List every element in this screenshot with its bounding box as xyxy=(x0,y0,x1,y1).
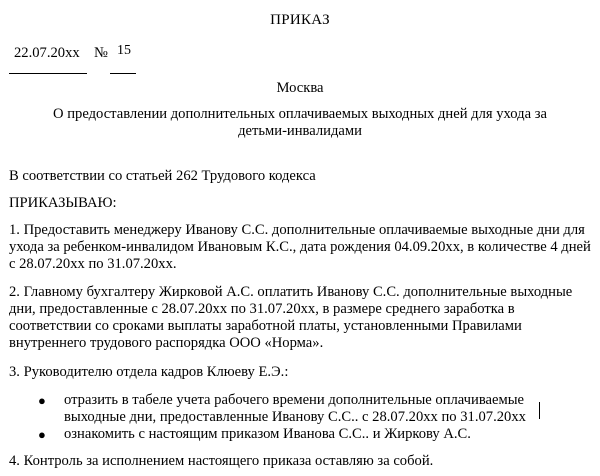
order-directive: ПРИКАЗЫВАЮ: xyxy=(9,195,117,211)
bullet-item-text: отразить в табеле учета рабочего времени дополнительные оплачиваемые выходные дни, предоставленные Иванову С.С.. с 28.07.20хх по 31.07.20хх xyxy=(64,392,526,425)
document-title: ПРИКАЗ xyxy=(270,12,330,28)
city-name: Москва xyxy=(276,80,324,96)
order-paragraph-3: 3. Руководителю отдела кадров Клюеву Е.Э.: xyxy=(9,364,289,380)
legal-basis: В соответствии со статьей 262 Трудового кодекса xyxy=(9,168,316,184)
bullet-item-text: ознакомить с настоящим приказом Иванова С.С.. и Жиркову А.С. xyxy=(64,426,471,442)
number-underline xyxy=(110,73,136,74)
text-cursor xyxy=(539,402,540,419)
order-number: 15 xyxy=(117,43,131,58)
order-paragraph-1: 1. Предоставить менеджеру Иванову С.С. дополнительные оплачиваемые выходные дни для ухода за ребенком-инвалидом Ивановым К.С., дата рождения 04.09.20хх, в количестве 4 дней с 28.07.20хх по 31.07.20хх. xyxy=(9,222,591,272)
order-subject: О предоставлении дополнительных оплачиваемых выходных дней для ухода за детьми-инвалидами xyxy=(53,106,547,139)
bullet-dot-icon: ● xyxy=(38,427,46,442)
order-date: 22.07.20хх xyxy=(14,45,80,61)
order-paragraph-2: 2. Главному бухгалтеру Жирковой А.С. оплатить Иванову С.С. дополнительные выходные дни, предоставленные с 28.07.20хх по 31.07.20хх, в размере среднего заработка в соответствии со сроками выплаты заработной платы, установленными Правилами внутреннего трудового распорядка ООО «Норма». xyxy=(9,284,573,351)
order-paragraph-4: 4. Контроль за исполнением настоящего приказа оставляю за собой. xyxy=(9,453,434,469)
bullet-dot-icon: ● xyxy=(38,393,46,408)
number-sign: № xyxy=(94,45,108,61)
date-underline xyxy=(9,73,87,74)
